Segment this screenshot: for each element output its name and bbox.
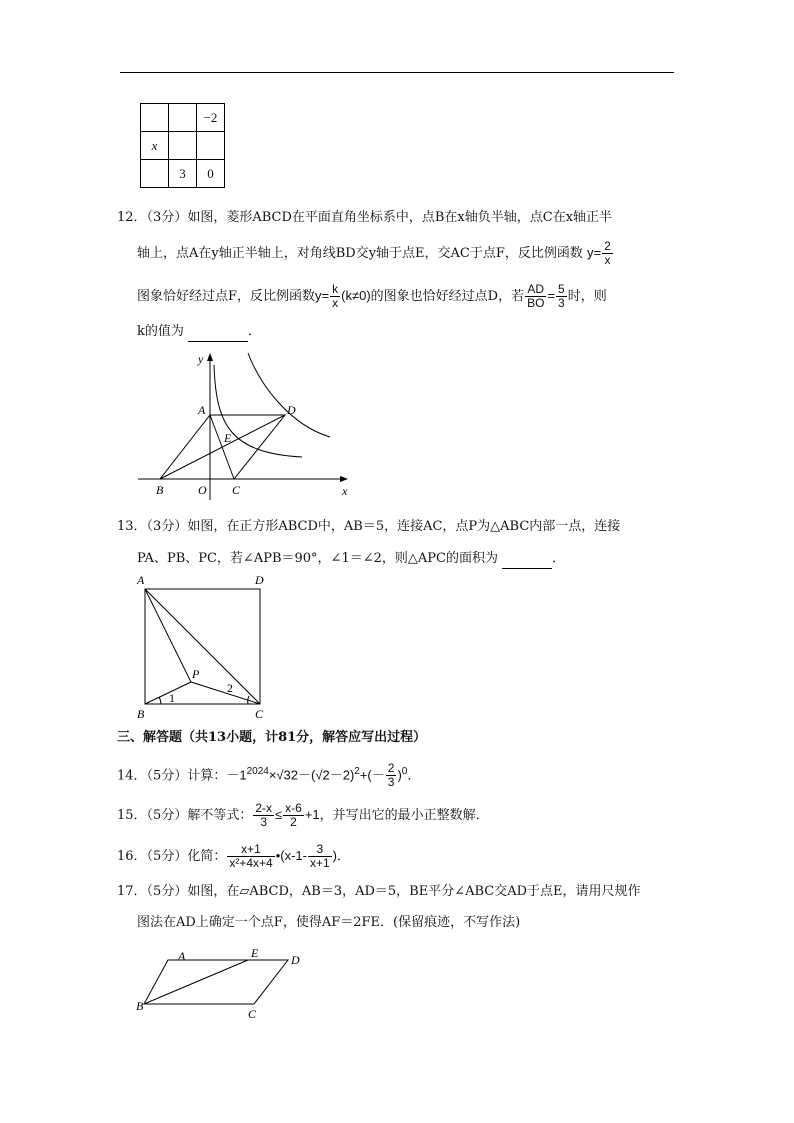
- q16-number: 16．: [117, 849, 147, 864]
- q12-func2-denominator: x: [332, 296, 339, 310]
- q15-line: [117, 802, 489, 829]
- q12-end: ．: [248, 324, 262, 339]
- segment-pa: [145, 589, 191, 682]
- q12-func1-denominator: x: [604, 253, 611, 267]
- label-a: A: [198, 403, 206, 417]
- q12-line-4: [137, 322, 261, 342]
- q12-ratio-fraction: [525, 283, 546, 310]
- q16-expr: (x-1-: [280, 848, 307, 863]
- q12-func2-numerator: k: [332, 282, 339, 296]
- label-c: C: [232, 483, 241, 497]
- q16-line: [117, 843, 350, 870]
- q12-func1-label: y=: [587, 245, 602, 260]
- q17-figure: [132, 940, 312, 1020]
- q12-func1-fraction: [602, 240, 613, 267]
- q16-f2-numerator: 3: [308, 843, 332, 857]
- diagonal-ac: [145, 589, 260, 704]
- label-angle-2: 2: [227, 681, 233, 695]
- q12-ratio-equals: =: [547, 288, 556, 303]
- q12-number: 12．: [117, 210, 147, 225]
- label-c: C: [248, 1007, 257, 1020]
- table-row: [141, 132, 225, 160]
- grid-cell: [141, 160, 169, 188]
- q15-text: ，并写出它的最小正整数解．: [319, 808, 489, 823]
- grid-cell: [169, 132, 197, 160]
- q14-exp-3: 0: [401, 766, 408, 777]
- q15-le: ≤: [275, 807, 283, 822]
- grid-cell: x: [141, 132, 169, 160]
- q12-figure: [130, 345, 360, 505]
- q14-fraction-denominator: 3: [387, 775, 395, 790]
- label-x: x: [342, 484, 348, 498]
- q15-label: 解不等式：: [187, 808, 253, 823]
- q17-text-2: 图法在AD上确定一个点F，使得AF＝2FE．(保留痕迹，不写作法): [137, 915, 521, 930]
- q16-close: ): [332, 848, 338, 863]
- q13-line-1: [117, 517, 620, 537]
- angle-1-arc: [159, 697, 161, 704]
- table-row: [141, 160, 225, 188]
- q12-text-2: 轴上，点A在y轴正半轴上，对角线BD交y轴于点E，交AC于点F，反比例函数: [137, 246, 583, 261]
- q12-ratio-denominator: BO: [527, 296, 545, 310]
- label-o: O: [198, 483, 207, 497]
- segment-pb: [145, 682, 191, 704]
- q14-expr-c: +(－: [359, 767, 385, 783]
- label-y: y: [198, 352, 204, 366]
- segment-be: [144, 960, 248, 1004]
- q14-fraction-numerator: 2: [387, 761, 395, 776]
- q14-exp-1: 2024: [246, 766, 269, 777]
- q12-text-3c: 时，则: [567, 289, 607, 304]
- q12-ratio-numerator: AD: [525, 283, 546, 297]
- q12-text-3b: 的图象也恰好经过点D，若: [370, 289, 525, 304]
- q12-line-1: [117, 208, 612, 228]
- label-angle-1: 1: [169, 691, 175, 705]
- q16-end: ．: [337, 849, 351, 864]
- q14-expr-a: －1: [226, 767, 247, 783]
- q12-text-1: 如图，菱形ABCD在平面直角坐标系中，点B在x轴负半轴，点C在x轴正半: [187, 210, 613, 225]
- number-grid: [140, 103, 225, 188]
- q16-label: 化简：: [187, 849, 227, 864]
- q14-line: [117, 762, 420, 789]
- q12-score: （3分）: [146, 210, 188, 225]
- label-e: E: [224, 431, 232, 445]
- parallelogram-abcd: [144, 960, 288, 1004]
- q15-right-numerator: x-6: [285, 801, 302, 815]
- q14-expr-d: ): [397, 767, 402, 783]
- q15-right-fraction: [283, 802, 304, 829]
- label-e: E: [251, 946, 259, 960]
- grid-cell: 3: [169, 160, 197, 188]
- q17-text-1: 如图，在▱ABCD，AB＝3，AD＝5，BE平分∠ABC交AD于点E，请用尺规作: [187, 884, 641, 899]
- grid-cell: [141, 104, 169, 132]
- q15-left-denominator: 3: [260, 815, 268, 829]
- label-c: C: [255, 707, 264, 721]
- section-3-heading: 三、解答题（共13小题，计81分，解答应写出过程）: [117, 730, 427, 745]
- q17-line-2: [137, 913, 520, 933]
- label-p: P: [192, 667, 200, 681]
- table-row: [141, 104, 225, 132]
- q14-fraction: [386, 762, 397, 789]
- q14-expr-b: ×√32－(√2－2): [268, 767, 355, 783]
- q14-score: （5分）: [146, 768, 188, 784]
- label-b: B: [136, 999, 144, 1013]
- label-a: A: [137, 573, 145, 587]
- q16-fraction-1: [227, 843, 274, 870]
- curve-y-k-over-x: [248, 353, 330, 437]
- q13-figure: [135, 572, 275, 724]
- diagonal-ac: [210, 415, 234, 479]
- q12-func1-numerator: 2: [604, 239, 611, 253]
- q12-text-3a: 图象恰好经过点F，反比例函数: [137, 289, 316, 304]
- x-axis-arrow-icon: [340, 476, 348, 482]
- q15-plus: +1: [304, 807, 320, 822]
- q12-ratio-value-denominator: 3: [558, 296, 565, 310]
- q15-number: 15．: [117, 808, 147, 823]
- q13-answer-blank: [502, 554, 552, 569]
- grid-cell: [197, 132, 225, 160]
- q13-line-2: [137, 549, 565, 569]
- q12-line-3: [137, 283, 607, 310]
- label-a: A: [178, 949, 186, 963]
- q14-number: 14．: [117, 768, 147, 784]
- q13-text-2: PA、PB、PC，若∠APB＝90°，∠1＝∠2，则△APC的面积为: [137, 551, 498, 566]
- q14-end: ．: [407, 768, 421, 784]
- label-d: D: [291, 953, 300, 967]
- q15-right-denominator: 2: [290, 815, 297, 829]
- grid-cell: [169, 104, 197, 132]
- q16-f1-numerator: x+1: [227, 843, 274, 857]
- q15-left-fraction: [253, 802, 274, 829]
- q16-score: （5分）: [146, 849, 188, 864]
- label-d: D: [255, 573, 264, 587]
- q13-number: 13．: [117, 519, 147, 534]
- q12-ratio-value: [556, 283, 567, 310]
- q15-score: （5分）: [146, 808, 188, 823]
- label-b: B: [156, 483, 164, 497]
- q12-func2-fraction: [330, 283, 340, 310]
- header-rule: [120, 72, 674, 73]
- q13-end: ．: [552, 551, 566, 566]
- q12-func2-condition: (k≠0): [341, 288, 371, 303]
- q16-dot: •: [275, 848, 281, 863]
- label-d: D: [287, 403, 296, 417]
- q12-line-2: [137, 240, 614, 267]
- q14-label: 计算：: [187, 768, 227, 784]
- q16-f2-denominator: x+1: [309, 856, 330, 870]
- q16-fraction-2: [308, 843, 332, 870]
- q12-text-4: k的值为: [137, 324, 184, 339]
- label-b: B: [137, 707, 145, 721]
- q14-exp-2: 2: [354, 766, 360, 777]
- q12-answer-blank: [188, 327, 248, 342]
- q16-f1-denominator: x²+4x+4: [229, 856, 273, 870]
- q15-left-numerator: 2-x: [255, 801, 273, 815]
- q12-ratio-value-numerator: 5: [558, 282, 565, 296]
- grid-cell: 0: [197, 160, 225, 188]
- q17-line-1: [117, 882, 641, 902]
- q12-func2-label: y=: [315, 288, 330, 303]
- y-axis-arrow-icon: [207, 353, 213, 361]
- q13-score: （3分）: [146, 519, 188, 534]
- q13-text-1: 如图，在正方形ABCD中，AB＝5，连接AC，点P为△ABC内部一点，连接: [187, 519, 621, 534]
- grid-cell: −2: [197, 104, 225, 132]
- q17-score: （5分）: [146, 884, 188, 899]
- q17-number: 17．: [117, 884, 147, 899]
